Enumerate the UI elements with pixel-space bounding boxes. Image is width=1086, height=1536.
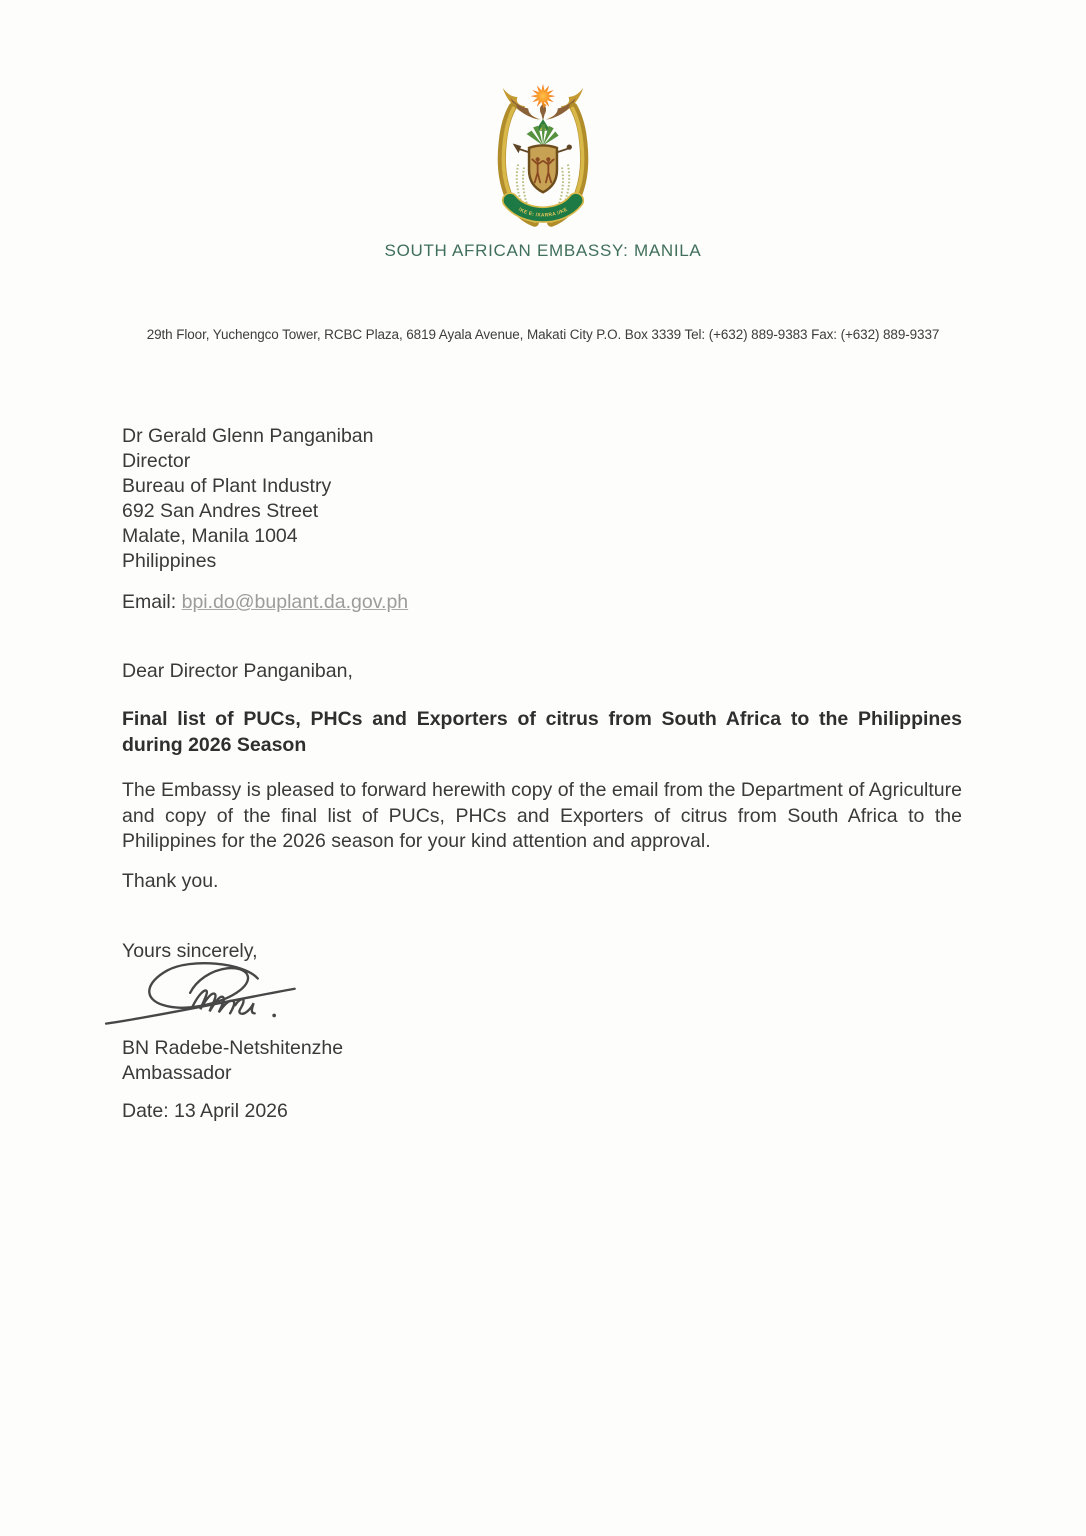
- motto-banner: [510, 200, 576, 218]
- email-row: [122, 591, 408, 614]
- embassy-name: SOUTH AFRICAN EMBASSY: MANILA: [384, 241, 702, 260]
- recipient-city: Malate, Manila 1004: [122, 525, 298, 547]
- subject-line-1: Final list of PUCs, PHCs and Exporters of citrus from South Africa to the Philippines: [122, 708, 962, 730]
- subject-heading: [122, 706, 962, 758]
- subject-line-2: during 2026 Season: [122, 734, 307, 756]
- recipient-country: Philippines: [122, 550, 217, 572]
- date-line: Date: 13 April 2026: [122, 1100, 288, 1122]
- leaves-icon: [527, 124, 559, 145]
- signer-title: Ambassador: [122, 1062, 232, 1084]
- recipient-title: Director: [122, 450, 191, 472]
- salutation: Dear Director Panganiban,: [122, 660, 353, 682]
- recipient-block: [122, 424, 374, 574]
- recipient-street: 692 San Andres Street: [122, 500, 319, 522]
- body-paragraph: The Embassy is pleased to forward herewith copy of the email from the Department of Agriculture and copy of the final list of PUCs, PHCs and Exporters of citrus from South Africa to the Philippines for the 2026 season for your kind attention and approval.: [122, 779, 962, 852]
- coat-of-arms-logo: [483, 83, 603, 235]
- signature: [104, 958, 309, 1038]
- motto-text: !KE E: /XARRA //KE: [517, 207, 569, 219]
- thanks-line: Thank you.: [122, 870, 219, 892]
- shield-icon: [529, 145, 557, 192]
- letterhead-address: 29th Floor, Yuchengco Tower, RCBC Plaza, 6819 Ayala Avenue, Makati City P.O. Box 3339 Tel: (+632) 889-9383 Fax: (+632) 889-9337: [146, 327, 940, 342]
- valediction: Yours sincerely,: [122, 940, 258, 962]
- bird-head-icon: [540, 103, 547, 121]
- email-link[interactable]: bpi.do@buplant.da.gov.ph: [181, 591, 409, 613]
- signer-name: BN Radebe-Netshitenzhe: [122, 1037, 344, 1059]
- recipient-organization: Bureau of Plant Industry: [122, 475, 332, 497]
- recipient-name: Dr Gerald Glenn Panganiban: [122, 425, 374, 447]
- email-label: Email:: [122, 591, 177, 613]
